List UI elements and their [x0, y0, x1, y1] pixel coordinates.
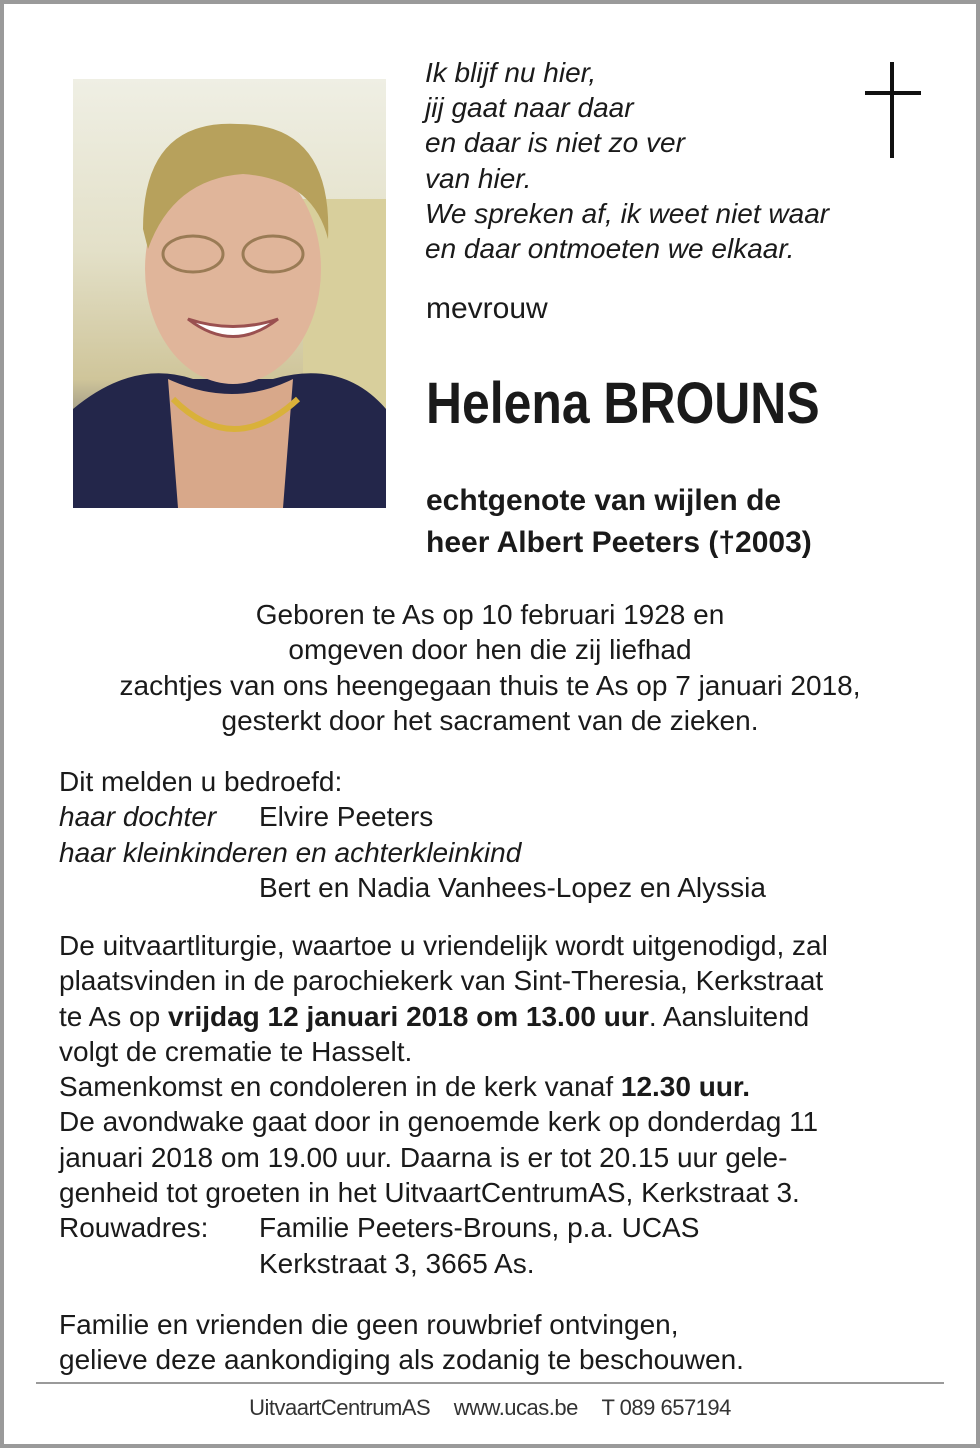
daughter-name: Elvire Peeters	[259, 801, 434, 833]
text-line: omgeven door hen die zij liefhad	[288, 634, 692, 666]
family-section	[59, 764, 766, 905]
daughter-label: haar dochter	[59, 801, 217, 833]
family-intro: Dit melden u bedroefd:	[59, 766, 343, 797]
spouse-line: heer Albert Peeters (†2003)	[426, 526, 812, 559]
text-line: genheid tot groeten in het UitvaartCentrumAS, Kerkstraat 3.	[59, 1177, 800, 1209]
text-line: volgt de crematie te Hasselt.	[59, 1035, 413, 1067]
spouse-line: echtgenote van wijlen de	[426, 484, 782, 517]
text-line: Geboren te As op 10 februari 1928 en	[255, 599, 725, 630]
address-line: Familie Peeters-Brouns, p.a. UCAS	[259, 1212, 700, 1244]
text-line: plaatsvinden in de parochiekerk van Sint-Theresia, Kerkstraat	[59, 965, 824, 997]
spouse-info	[426, 480, 812, 564]
poem-line: van hier.	[425, 162, 532, 194]
condolence-time: 12.30 uur.	[620, 1071, 751, 1103]
footer-phone: T 089 657194	[601, 1395, 731, 1420]
honorific: mevrouw	[426, 292, 548, 325]
poem-line: en daar is niet zo ver	[425, 127, 685, 159]
cross-icon	[865, 62, 921, 158]
address-line: Kerkstraat 3, 3665 As.	[259, 1247, 535, 1279]
portrait-photo	[73, 79, 386, 508]
poem	[425, 55, 829, 266]
text-span: te As op	[59, 1000, 168, 1032]
grandchildren-label: haar kleinkinderen en achterkleinkind	[59, 836, 522, 868]
funeral-section	[59, 928, 828, 1281]
text-span: Samenkomst en condoleren in de kerk vanaf	[59, 1071, 621, 1103]
footer-website[interactable]: www.ucas.be	[453, 1395, 578, 1420]
text-line: De avondwake gaat door in genoemde kerk op donderdag 11	[59, 1106, 819, 1138]
text-span: . Aansluitend	[648, 1000, 810, 1032]
deceased-name: Helena BROUNS	[426, 371, 820, 436]
poem-line: We spreken af, ik weet niet waar	[425, 197, 830, 229]
text-line: De uitvaartliturgie, waartoe u vriendelijk wordt uitgenodigd, zal	[59, 930, 828, 961]
funeral-datetime: vrijdag 12 januari 2018 om 13.00 uur	[167, 1000, 649, 1032]
grandchildren-names: Bert en Nadia Vanhees-Lopez en Alyssia	[259, 871, 766, 903]
text-line: Familie en vrienden die geen rouwbrief ontvingen,	[59, 1309, 679, 1340]
poem-line: jij gaat naar daar	[425, 92, 634, 124]
text-line: gesterkt door het sacrament van de zieken.	[221, 704, 759, 736]
closing-text	[59, 1307, 744, 1378]
poem-line: Ik blijf nu hier,	[425, 57, 597, 88]
footer	[0, 1395, 980, 1421]
divider	[36, 1382, 944, 1384]
birth-death-text	[0, 597, 980, 738]
footer-company: UitvaartCentrumAS	[249, 1395, 431, 1420]
poem-line: en daar ontmoeten we elkaar.	[425, 233, 795, 265]
address-label: Rouwadres:	[59, 1212, 209, 1244]
text-line: zachtjes van ons heengegaan thuis te As op 7 januari 2018,	[119, 669, 861, 701]
text-line: januari 2018 om 19.00 uur. Daarna is er tot 20.15 uur gele-	[59, 1141, 788, 1173]
text-line: gelieve deze aankondiging als zodanig te beschouwen.	[59, 1344, 744, 1376]
